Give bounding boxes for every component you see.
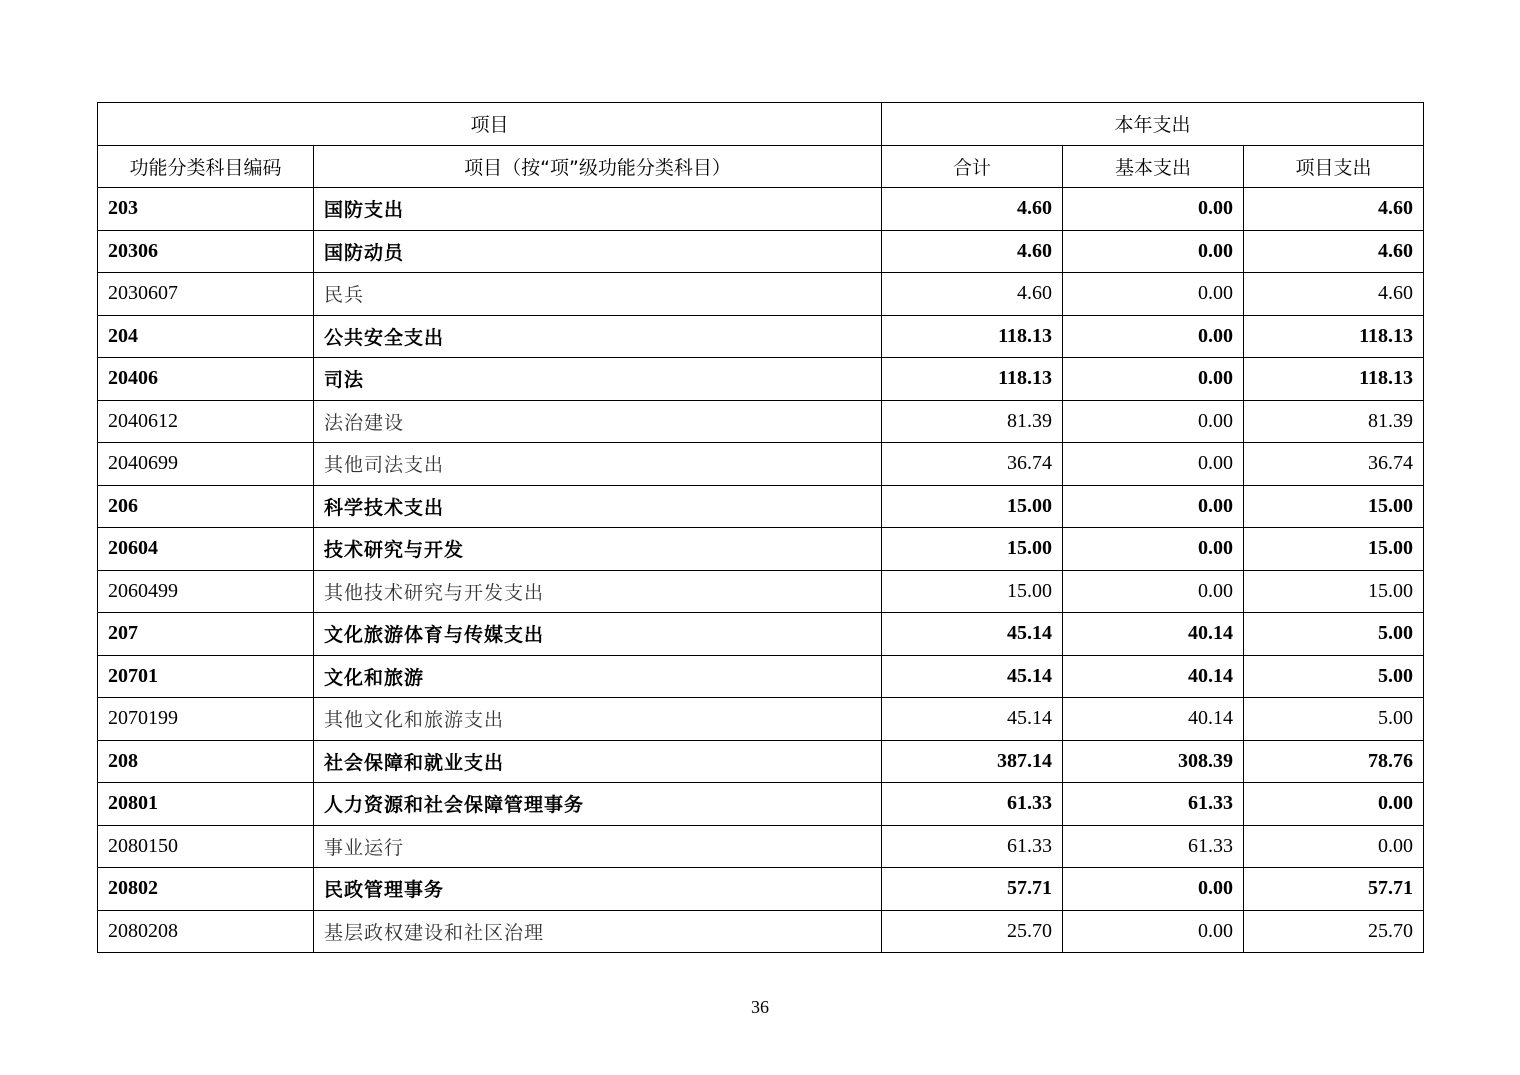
basic-cell: 61.33 bbox=[1063, 825, 1244, 868]
name-cell: 文化旅游体育与传媒支出 bbox=[314, 613, 882, 656]
name-cell: 国防动员 bbox=[314, 230, 882, 273]
code-cell: 2030607 bbox=[98, 273, 314, 316]
basic-cell: 0.00 bbox=[1063, 273, 1244, 316]
table-row bbox=[98, 868, 1424, 911]
total-cell: 81.39 bbox=[882, 400, 1063, 443]
name-cell: 其他文化和旅游支出 bbox=[314, 698, 882, 741]
total-cell: 25.70 bbox=[882, 910, 1063, 953]
name-cell: 社会保障和就业支出 bbox=[314, 740, 882, 783]
name-cell: 技术研究与开发 bbox=[314, 528, 882, 571]
header-basic: 基本支出 bbox=[1063, 145, 1244, 188]
project-cell: 0.00 bbox=[1244, 825, 1424, 868]
project-cell: 118.13 bbox=[1244, 358, 1424, 401]
table-row bbox=[98, 358, 1424, 401]
total-cell: 4.60 bbox=[882, 188, 1063, 231]
total-cell: 45.14 bbox=[882, 655, 1063, 698]
header-item: 项目（按“项”级功能分类科目） bbox=[314, 145, 882, 188]
table-row bbox=[98, 443, 1424, 486]
total-cell: 4.60 bbox=[882, 273, 1063, 316]
project-cell: 0.00 bbox=[1244, 783, 1424, 826]
total-cell: 15.00 bbox=[882, 528, 1063, 571]
total-cell: 118.13 bbox=[882, 315, 1063, 358]
code-cell: 20802 bbox=[98, 868, 314, 911]
code-cell: 20306 bbox=[98, 230, 314, 273]
basic-cell: 0.00 bbox=[1063, 358, 1244, 401]
page-number: 36 bbox=[751, 997, 769, 1017]
name-cell: 国防支出 bbox=[314, 188, 882, 231]
basic-cell: 308.39 bbox=[1063, 740, 1244, 783]
total-cell: 61.33 bbox=[882, 825, 1063, 868]
total-cell: 57.71 bbox=[882, 868, 1063, 911]
table-row bbox=[98, 400, 1424, 443]
code-cell: 2080208 bbox=[98, 910, 314, 953]
name-cell: 文化和旅游 bbox=[314, 655, 882, 698]
table-row bbox=[98, 825, 1424, 868]
code-cell: 206 bbox=[98, 485, 314, 528]
basic-cell: 0.00 bbox=[1063, 230, 1244, 273]
name-cell: 其他技术研究与开发支出 bbox=[314, 570, 882, 613]
table-row bbox=[98, 740, 1424, 783]
code-cell: 2060499 bbox=[98, 570, 314, 613]
code-cell: 2040699 bbox=[98, 443, 314, 486]
code-cell: 20406 bbox=[98, 358, 314, 401]
project-cell: 81.39 bbox=[1244, 400, 1424, 443]
name-cell: 司法 bbox=[314, 358, 882, 401]
total-cell: 15.00 bbox=[882, 570, 1063, 613]
table-row bbox=[98, 910, 1424, 953]
code-cell: 2080150 bbox=[98, 825, 314, 868]
code-cell: 208 bbox=[98, 740, 314, 783]
header-project: 项目 bbox=[98, 103, 882, 146]
project-cell: 118.13 bbox=[1244, 315, 1424, 358]
code-cell: 204 bbox=[98, 315, 314, 358]
project-cell: 15.00 bbox=[1244, 485, 1424, 528]
table-row bbox=[98, 698, 1424, 741]
basic-cell: 40.14 bbox=[1063, 655, 1244, 698]
header-row-sub bbox=[98, 145, 1424, 188]
basic-cell: 0.00 bbox=[1063, 188, 1244, 231]
basic-cell: 0.00 bbox=[1063, 528, 1244, 571]
total-cell: 61.33 bbox=[882, 783, 1063, 826]
table-row bbox=[98, 188, 1424, 231]
header-row-top bbox=[98, 103, 1424, 146]
code-cell: 203 bbox=[98, 188, 314, 231]
code-cell: 207 bbox=[98, 613, 314, 656]
project-cell: 5.00 bbox=[1244, 655, 1424, 698]
table-row bbox=[98, 485, 1424, 528]
table-row bbox=[98, 273, 1424, 316]
project-cell: 36.74 bbox=[1244, 443, 1424, 486]
project-cell: 5.00 bbox=[1244, 698, 1424, 741]
code-cell: 2040612 bbox=[98, 400, 314, 443]
basic-cell: 0.00 bbox=[1063, 868, 1244, 911]
basic-cell: 61.33 bbox=[1063, 783, 1244, 826]
table-row bbox=[98, 783, 1424, 826]
header-year-expense: 本年支出 bbox=[882, 103, 1424, 146]
total-cell: 45.14 bbox=[882, 698, 1063, 741]
total-cell: 118.13 bbox=[882, 358, 1063, 401]
name-cell: 基层政权建设和社区治理 bbox=[314, 910, 882, 953]
name-cell: 民兵 bbox=[314, 273, 882, 316]
table-row bbox=[98, 570, 1424, 613]
project-cell: 4.60 bbox=[1244, 188, 1424, 231]
name-cell: 公共安全支出 bbox=[314, 315, 882, 358]
total-cell: 45.14 bbox=[882, 613, 1063, 656]
total-cell: 36.74 bbox=[882, 443, 1063, 486]
project-cell: 4.60 bbox=[1244, 230, 1424, 273]
name-cell: 民政管理事务 bbox=[314, 868, 882, 911]
header-code: 功能分类科目编码 bbox=[98, 145, 314, 188]
project-cell: 15.00 bbox=[1244, 528, 1424, 571]
table-row bbox=[98, 230, 1424, 273]
basic-cell: 0.00 bbox=[1063, 315, 1244, 358]
total-cell: 4.60 bbox=[882, 230, 1063, 273]
total-cell: 387.14 bbox=[882, 740, 1063, 783]
name-cell: 科学技术支出 bbox=[314, 485, 882, 528]
basic-cell: 0.00 bbox=[1063, 400, 1244, 443]
code-cell: 20604 bbox=[98, 528, 314, 571]
code-cell: 2070199 bbox=[98, 698, 314, 741]
basic-cell: 0.00 bbox=[1063, 443, 1244, 486]
name-cell: 人力资源和社会保障管理事务 bbox=[314, 783, 882, 826]
table-row bbox=[98, 315, 1424, 358]
basic-cell: 40.14 bbox=[1063, 613, 1244, 656]
project-cell: 15.00 bbox=[1244, 570, 1424, 613]
name-cell: 法治建设 bbox=[314, 400, 882, 443]
basic-cell: 0.00 bbox=[1063, 570, 1244, 613]
total-cell: 15.00 bbox=[882, 485, 1063, 528]
code-cell: 20801 bbox=[98, 783, 314, 826]
project-cell: 78.76 bbox=[1244, 740, 1424, 783]
table-row bbox=[98, 613, 1424, 656]
project-cell: 5.00 bbox=[1244, 613, 1424, 656]
project-cell: 25.70 bbox=[1244, 910, 1424, 953]
table-body bbox=[98, 103, 1424, 953]
project-cell: 4.60 bbox=[1244, 273, 1424, 316]
table-row bbox=[98, 655, 1424, 698]
project-cell: 57.71 bbox=[1244, 868, 1424, 911]
basic-cell: 0.00 bbox=[1063, 910, 1244, 953]
table-row bbox=[98, 528, 1424, 571]
code-cell: 20701 bbox=[98, 655, 314, 698]
basic-cell: 40.14 bbox=[1063, 698, 1244, 741]
name-cell: 事业运行 bbox=[314, 825, 882, 868]
header-total: 合计 bbox=[882, 145, 1063, 188]
expenditure-table bbox=[97, 102, 1424, 953]
name-cell: 其他司法支出 bbox=[314, 443, 882, 486]
header-project-expense: 项目支出 bbox=[1244, 145, 1424, 188]
basic-cell: 0.00 bbox=[1063, 485, 1244, 528]
